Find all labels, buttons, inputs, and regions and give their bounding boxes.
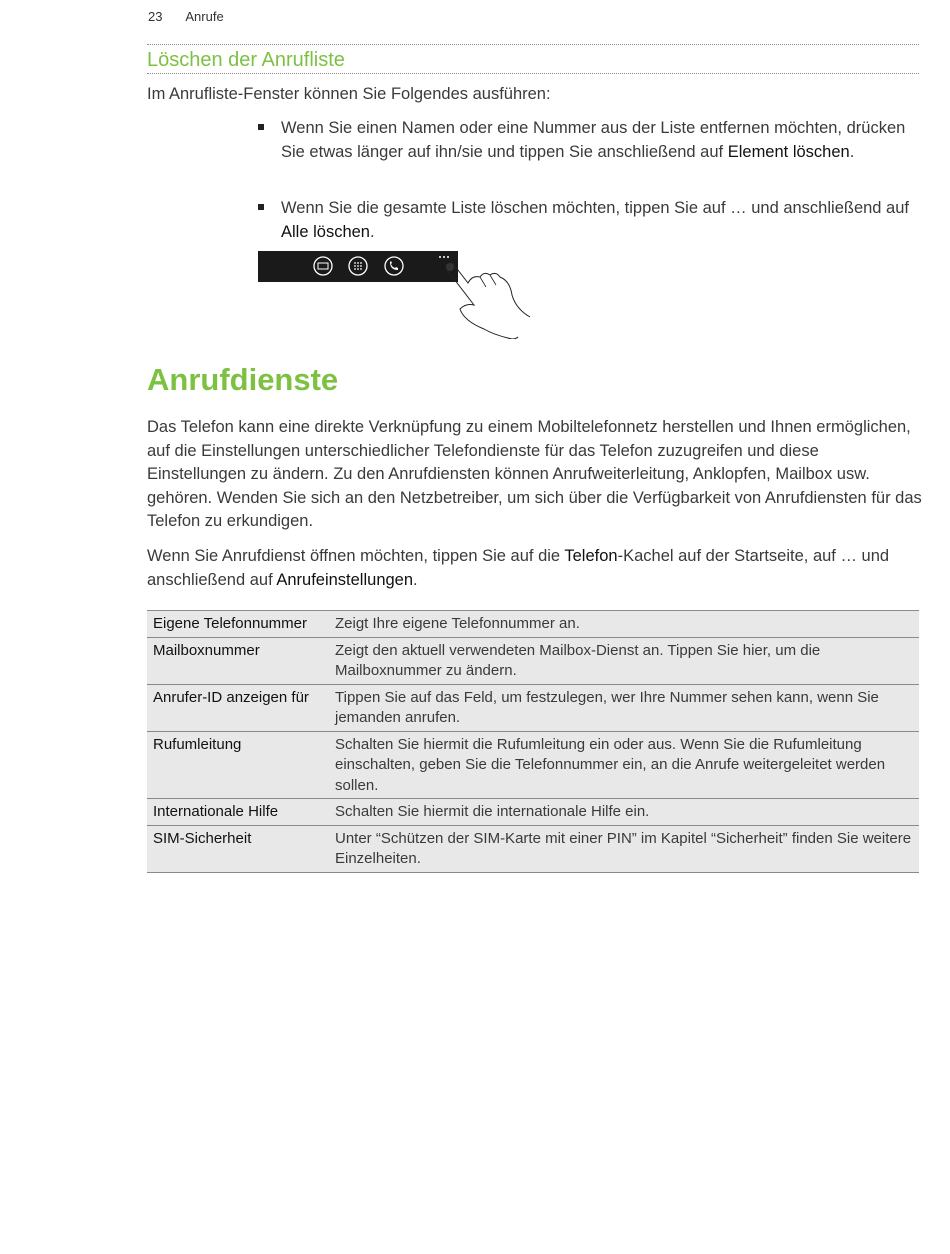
page-number: 23 [148,9,163,24]
setting-description: Zeigt den aktuell verwendeten Mailbox-Dienst an. Tippen Sie hier, um die Mailboxnummer zu ändern. [335,641,821,679]
setting-description: Zeigt Ihre eigene Telefonnummer an. [335,615,580,632]
table-row [147,825,919,872]
chapter-title: Anrufe [185,9,224,24]
section-title-delete: Löschen der Anrufliste [147,44,919,74]
setting-name: Eigene Telefonnummer [153,615,307,632]
menu-label-alle-loeschen: Alle löschen [281,222,370,241]
page-header [148,9,224,24]
setting-description: Schalten Sie hiermit die internationale Hilfe ein. [335,803,650,820]
bullet-icon [258,124,264,130]
table-row [147,684,919,731]
setting-name: SIM-Sicherheit [153,829,252,847]
section-title-services: Anrufdienste [147,362,339,397]
table-row [147,731,919,799]
phone-app-bar [258,251,458,282]
setting-description: Schalten Sie hiermit die Rufumleitung ein oder aus. Wenn Sie die Rufumleitung einschalten, geben Sie die Telefonnummer ein, an die Anrufe weitergeleitet werden sollen. [335,735,886,794]
settings-table [147,610,919,873]
table-row [147,611,919,638]
bullet-icon [258,204,264,210]
setting-description: Unter “Schützen der SIM-Karte mit einer PIN” im Kapitel “Sicherheit” finden Sie weitere Einzelheiten. [335,829,912,867]
services-paragraph: Das Telefon kann eine direkte Verknüpfung zu einem Mobiltelefonnetz herstellen und Ihnen ermöglichen, auf die Einstellungen unterschiedlicher Telefondienste für das Telefon zuzugreifen und diese Einstellungen zu ändern. Zu den Anrufdiensten können Anrufweiterleitung, Anklopfen, Mailbox usw. gehören. Wenden Sie sich an den Netzbetreiber, um sich über die Verfügbarkeit von Anrufdiensten für das Telefon zu erkundigen. [147,418,922,530]
services-instruction: Wenn Sie Anrufdienst öffnen möchten, tippen Sie auf die Telefon-Kachel auf der Startseite, auf … und anschließend auf Anrufeinstellungen. [147,547,890,589]
menu-label-anrufeinstellungen: Anrufeinstellungen [276,570,414,589]
setting-name: Rufumleitung [153,735,242,753]
setting-name: Mailboxnummer [153,641,260,659]
menu-label-element-loeschen: Element löschen [727,142,850,161]
phone-icon [385,257,403,275]
voicemail-icon [314,257,332,275]
tile-label-telefon: Telefon [564,547,618,565]
setting-description: Tippen Sie auf das Feld, um festzulegen, wer Ihre Nummer sehen kann, wenn Sie jemanden anrufen. [335,688,879,726]
table-row [147,799,919,826]
keypad-icon [349,257,367,275]
list-item: Wenn Sie die gesamte Liste löschen möchten, tippen Sie auf … und anschließend auf Alle löschen. [258,197,918,244]
list-item: Wenn Sie einen Namen oder eine Nummer aus der Liste entfernen möchten, drücken Sie etwas länger auf ihn/sie und tippen Sie anschließend auf Element löschen. [258,117,918,164]
setting-name: Internationale Hilfe [153,803,279,820]
hand-icon [440,255,540,339]
table-row [147,637,919,684]
intro-paragraph: Im Anrufliste-Fenster können Sie Folgendes ausführen: [147,85,551,103]
setting-name: Anrufer-ID anzeigen für [153,688,309,706]
